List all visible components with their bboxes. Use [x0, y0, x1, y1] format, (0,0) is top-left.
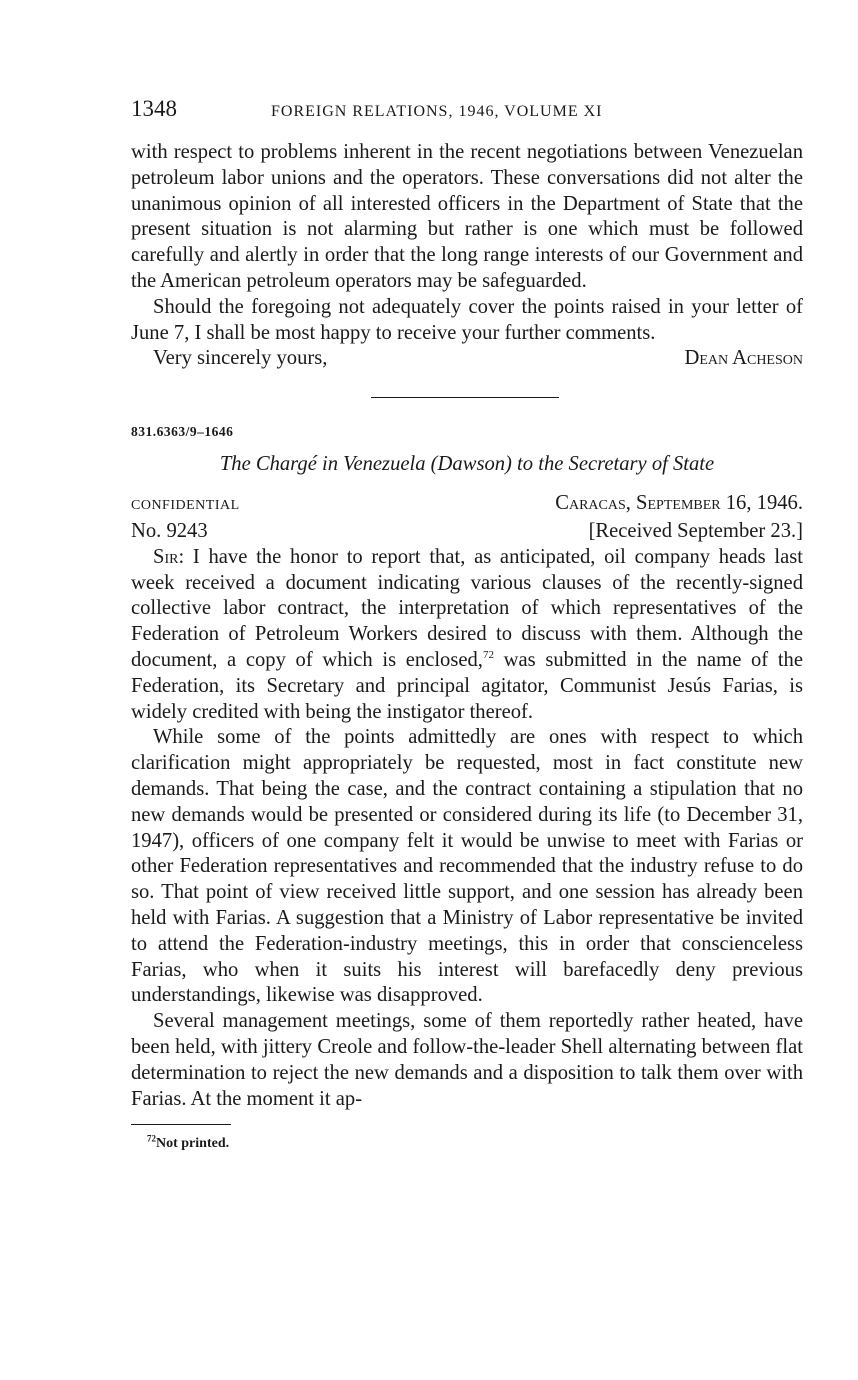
letter-closing	[131, 346, 803, 372]
document-meta-row-1	[131, 491, 803, 519]
signature: Dean Acheson	[684, 347, 803, 370]
place-date: Caracas, September 16, 1946.	[555, 492, 803, 515]
footnote-text: Not printed.	[156, 1136, 230, 1152]
letter-paragraph-closing: Should the foregoing not adequately cover the points raised in your letter of June 7, I shall be most happy to receive your further comments.	[131, 295, 803, 344]
body-paragraph-1	[131, 545, 803, 726]
document-meta-row-2	[131, 519, 803, 545]
body-paragraph-1-part-b: was submitted in the name of the Federation, its Secretary and principal agitator, Communist Jesús Farias, is widely credited with being the instigator thereof.	[131, 648, 803, 723]
classification: CONFIDENTIAL	[131, 498, 240, 514]
footnote-number: 72	[147, 1133, 156, 1144]
running-head	[131, 96, 803, 126]
footnote	[131, 1135, 803, 1153]
complimentary-close: Very sincerely yours,	[153, 347, 328, 370]
section-divider	[371, 397, 559, 398]
footnote-reference[interactable]: 72	[482, 649, 494, 662]
body-paragraph-2: While some of the points admittedly are ones with respect to which clarification might appropriately be requested, most in fact constitute new demands. That being the case, and the contract containing a stipulation that no new demands would be presented or considered during its life (to December 31, 1947), officers of one company felt it would be unwise to meet with Farias or other Federation representatives and recommended that the industry refuse to do so. That point of view received little support, and one session has already been held with Farias. A suggestion that a Ministry of Labor representative be invited to attend the Federation-industry meetings, this in order that conscienceless Farias, who when it suits his interest will barefacedly deny previous understandings, likewise was disapproved.	[131, 726, 803, 1007]
document-page	[131, 96, 803, 1153]
running-title: FOREIGN RELATIONS, 1946, VOLUME XI	[271, 103, 603, 120]
letter-paragraph-continued: with respect to problems inherent in the recent negotiations between Venezuelan petroleum labor unions and the operators. These conversations did not alter the unanimous opinion of all interested officers in the Department of State that the present situation is not alarming but rather is one which must be followed carefully and alertly in order that the long range interests of our Government and the American petroleum operators may be safeguarded.	[131, 141, 803, 292]
salutation: Sir	[153, 545, 179, 568]
document-title: The Chargé in Venezuela (Dawson) to the Secretary of State	[219, 453, 715, 476]
received-date: [Received September 23.]	[588, 519, 803, 542]
body-paragraph-3: Several management meetings, some of them reportedly rather heated, have been held, with jittery Creole and follow-the-leader Shell alternating between flat determination to reject the new demands and a disposition to talk them over with Farias. At the moment it ap-	[131, 1010, 803, 1110]
file-number: 831.6363/9–1646	[131, 424, 234, 440]
page-number: 1348	[131, 96, 177, 121]
footnote-divider	[131, 1124, 231, 1125]
body-paragraph-1-part-a: : I have the honor to report that, as anticipated, oil company heads last week received a document indicating various clauses of the recently-signed collective labor contract, the interpretation of which representatives of the Federation of Petroleum Workers desired to discuss with them. Although the document, a copy of which is enclosed,	[131, 545, 803, 671]
document-number: No. 9243	[131, 519, 208, 542]
